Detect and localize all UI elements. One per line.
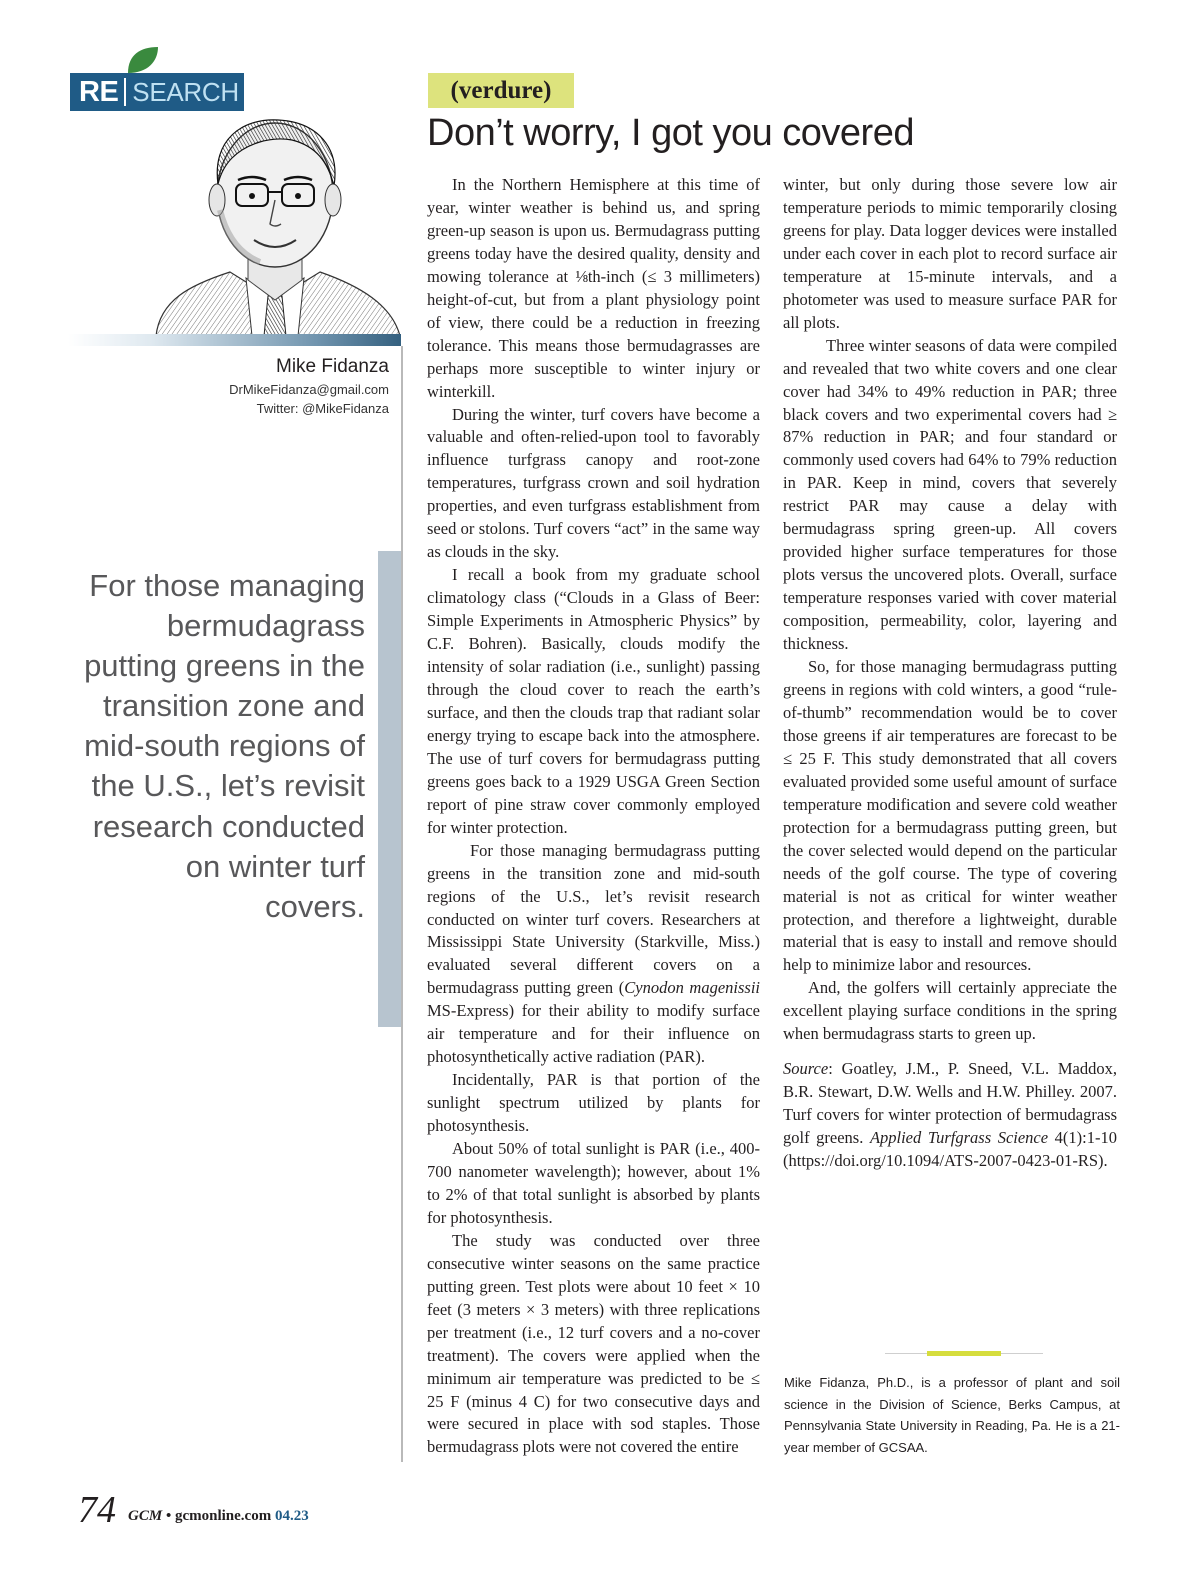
- headline: Don’t worry, I got you covered: [427, 112, 914, 154]
- footer-bullet: •: [162, 1508, 175, 1524]
- leaf-icon: [128, 47, 158, 73]
- footer-gcm: GCM: [128, 1508, 163, 1524]
- footer-date: 04.23: [274, 1508, 309, 1524]
- author-portrait: [150, 100, 400, 336]
- author-bio: Mike Fidanza, Ph.D., is a professor of plant and soil science in the Division of Science, Berks Campus, at Pennsylvania State University in Reading, Pa. He is a 21-year member of GCSAA.: [784, 1375, 1120, 1456]
- source-label: Source: [783, 1059, 829, 1079]
- author-email[interactable]: DrMikeFidanza@gmail.com: [229, 382, 389, 397]
- species-name: Cynodon magenissii: [624, 978, 760, 998]
- paragraph: I recall a book from my graduate school climatology class (“Clouds in a Glass of Beer: Simple Experiments in Atmospheric Physics” by C.F. Bohren). Basically, clouds modify the intensity of solar radiation (i.e., sunlight) passing through the cloud cover to reach the earth’s surface, and then the clouds trap that radiant solar energy trying to escape back into the atmosphere. The use of turf covers for bermudagrass putting greens goes back to a 1929 USGA Green Section report of pine straw cover commonly employed for winter protection.: [427, 565, 760, 837]
- logo-re-text: RE: [79, 75, 119, 108]
- paragraph-continued: winter, but only during those severe low air temperature periods to mimic temporarily closing greens for play. Data logger devices were installed under each cover in each plot to record surface air temperature at 15-minute intervals, and a photometer was used to measure surface PAR for all plots.: [783, 175, 1117, 332]
- footer-line: [128, 1508, 309, 1525]
- pull-quote-bar: [378, 551, 401, 1027]
- paragraph: The study was conducted over three consecutive winter seasons on the same practice putting green. Test plots were about 10 feet × 10 feet (3 meters × 3 meters) with three replications per treatment (i.e., 12 turf covers and a no-cover treatment). The covers were applied when the minimum air temperature was predicted to be ≤ 25 F (minus 4 C) for two consecutive days and were secured in place with sod staples. Those bermudagrass plots were not covered the entire: [427, 1230, 760, 1457]
- article-column-1: [427, 174, 760, 1459]
- logo-search-text: SEARCH: [132, 76, 239, 107]
- paragraph: And, the golfers will certainly appreciate the excellent playing surface conditions in the spring when bermudagrass starts to green up.: [783, 978, 1117, 1044]
- paragraph: In the Northern Hemisphere at this time of year, winter weather is behind us, and spring green-up season is upon us. Bermudagrass putting greens today have the desired quality, density and mowing tolerance at ⅛th-inch (≤ 3 millimeters) height-of-cut, but from a plant physiology point of view, there could be a reduction in freezing tolerance. This means those bermudagrasses are perhaps more susceptible to winter injury or winterkill.: [427, 175, 760, 401]
- footer-site[interactable]: gcmonline.com: [174, 1508, 272, 1524]
- source-citation: [783, 1058, 1117, 1173]
- paragraph: Incidentally, PAR is that portion of the sunlight spectrum utilized by plants for photosynthesis.: [427, 1070, 760, 1136]
- citation-text: 4(1):1-10 (https://doi.org/10.1094/ATS-2007-0423-01-RS).: [783, 1128, 1117, 1171]
- pull-quote: For those managing bermudagrass putting greens in the transition zone and mid-south regions of the U.S., let’s revisit research conducted on winter turf covers.: [84, 568, 365, 924]
- author-name: Mike Fidanza: [276, 356, 389, 377]
- journal-name: Applied Turfgrass Science: [869, 1128, 1049, 1148]
- paragraph-text: MS-Express) for their ability to modify surface air temperature and for their influence on photosynthetically active radiation (PAR).: [427, 1001, 760, 1067]
- article-column-2: [783, 174, 1117, 1173]
- paragraph: Three winter seasons of data were compiled and revealed that two white covers and one clear cover had 34% to 49% reduction in PAR; three black covers and two experimental covers had ≥ 87% reduction in PAR; and four standard or commonly used covers had 64% to 79% reduction in PAR. Keep in mind, covers that severely restrict PAR may cause a delay with bermudagrass spring green-up. All covers provided higher surface temperatures for those plots versus the uncovered plots. Overall, surface temperature responses varied with cover material composition, permeability, color, layering and thickness.: [783, 335, 1117, 654]
- paragraph: About 50% of total sunlight is PAR (i.e., 400-700 nanometer wavelength); however, about 1% to 2% of that total sunlight is absorbed by plants for photosynthesis.: [427, 1139, 760, 1227]
- paragraph: So, for those managing bermudagrass putting greens in regions with cold winters, a good “rule-of-thumb” recommendation would be to cover those greens if air temperatures are forecast to be ≤ 25 F. This study demonstrated that all covers evaluated provided some useful amount of surface temperature modification and severe cold weather protection for a bermudagrass putting green, but the cover selected would depend on the particular needs of the golf course. The type of covering material is not as critical for winter weather protection, and therefore a lightweight, durable material that is easy to install and remove should help to minimize labor and resources.: [783, 657, 1117, 975]
- author-twitter[interactable]: Twitter: @MikeFidanza: [256, 401, 389, 416]
- bio-divider: [927, 1351, 1001, 1356]
- paragraph: [427, 840, 760, 1070]
- logo-divider: [124, 78, 126, 106]
- page-number: 74: [78, 1489, 116, 1531]
- column-divider: [401, 346, 403, 1462]
- department-tag: (verdure): [428, 73, 574, 108]
- portrait-rule: [68, 334, 401, 346]
- paragraph: During the winter, turf covers have become a valuable and often-relied-upon tool to favorably influence turfgrass canopy and root-zone temperatures, turfgrass crown and soil hydration properties, and even turfgrass establishment from seed or stolons. Turf covers “act” in the same way as clouds in the sky.: [427, 404, 760, 562]
- citation-text: : Goatley, J.M., P. Sneed, V.L. Maddox, B.R. Stewart, D.W. Wells and H.W. Philley. 2007. Turf covers for winter protection of bermudagrass golf greens.: [783, 1059, 1117, 1148]
- paragraph-text: For those managing bermudagrass putting greens in the transition zone and mid-south regions of the U.S., let’s revisit research conducted on winter turf covers. Researchers at Mississippi State University (Starkville, Miss.) evaluated several different covers on a bermudagrass putting green (: [427, 840, 760, 998]
